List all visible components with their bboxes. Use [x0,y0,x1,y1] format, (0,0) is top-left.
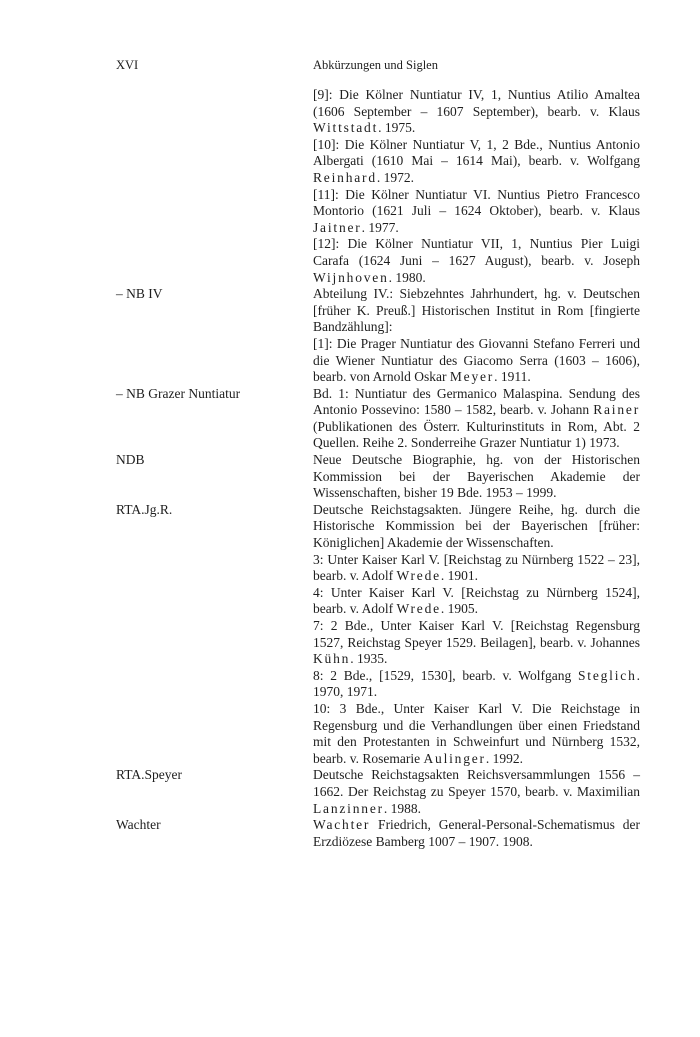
entry-paragraph [313,137,640,187]
entry-description [313,767,640,817]
entry-row [116,286,640,386]
entry-paragraph [313,87,640,137]
entry-paragraph [313,585,640,618]
text-segment: . 1980. [388,269,426,285]
entry-paragraph [313,286,640,336]
author-name: Reinhard [313,169,377,185]
text-segment: 3: Unter Kaiser Karl V. [Reichstag zu Nürnberg 1522 – 23], bearb. v. Adolf [313,551,640,584]
entry-paragraph [313,767,640,817]
entry-row [116,502,640,768]
entry-paragraph [313,236,640,286]
entry-abbreviation: – NB IV [116,286,163,302]
entry-abbreviation: Wachter [116,817,161,833]
text-segment: 10: 3 Bde., Unter Kaiser Karl V. Die Reichstage in Regensburg und die Verhandlungen über einen Friedstand mit den Protestanten in Schweinfurt und Nürnberg 1532, bearb. v. Rosemarie [313,700,640,766]
entry-paragraph [313,817,640,850]
author-name: Kühn [313,651,351,667]
entry-paragraph [313,502,640,552]
entry-description [313,502,640,768]
text-segment: [9]: Die Kölner Nuntiatur IV, 1, Nuntius Atilio Amaltea (1606 September – 1607 September), bearb. v. Klaus [313,87,640,119]
author-name: Rainer [593,402,640,418]
entry-description [313,386,640,452]
entry-paragraph [313,552,640,585]
author-name: Wrede [396,601,441,617]
author-name: Steglich [577,667,637,683]
author-name: Wachter [313,817,371,833]
entry-row [116,386,640,452]
text-segment: . 1975. [378,120,416,136]
entry-paragraph [313,452,640,502]
text-segment: 7: 2 Bde., Unter Kaiser Karl V. [Reichstag Regensburg 1527, Reichstag Speyer 1529. Beilagen], bearb. v. Johannes [313,618,640,650]
entry-description [313,817,640,850]
entry-paragraph [313,336,640,386]
entry-abbreviation: RTA.Speyer [116,767,182,783]
text-segment: . 1988. [383,800,422,816]
entry-paragraph [313,187,640,237]
abbreviation-list [116,87,640,850]
author-name: Wittstadt [313,120,379,136]
text-segment: Bd. 1: Nuntiatur des Germanico Malaspina. Sendung des Antonio Possevino: 1580 – 1582, bearb. v. Johann [313,385,640,418]
text-segment: [11]: Die Kölner Nuntiatur VI. Nuntius Pietro Francesco Montorio (1621 Juli – 1624 Oktober), bearb. v. Klaus [313,186,640,219]
entry-abbreviation: – NB Grazer Nuntiatur [116,385,241,401]
entry-paragraph [313,386,640,452]
author-name: Jaitner [313,219,362,235]
text-segment: . 1935. [350,651,388,667]
text-segment: Deutsche Reichstagsakten. Jüngere Reihe, hg. durch die Historische Kommission bei der Bayerischen [früher: Königlichen] Akademie der Wissenschaften. [313,501,640,551]
entry-paragraph [313,618,640,668]
author-name: Lanzinner [313,800,384,816]
text-segment: Friedrich, General-Personal-Schematismus der Erzdiözese Bamberg 1007 – 1907. 1908. [313,817,640,849]
text-segment: . 1970, 1971. [313,667,640,700]
entry-paragraph [313,701,640,767]
author-name: Wrede [396,568,441,584]
text-segment: . 1972. [376,169,415,185]
text-segment: [10]: Die Kölner Nuntiatur V, 1, 2 Bde., Nuntius Antonio Albergati (1610 Mai – 1614 Mai), bearb. v. Wolfgang [313,136,640,169]
author-name: Aulinger [423,750,486,766]
text-segment: . 1977. [361,219,399,235]
text-segment: . 1905. [440,601,479,617]
entry-description [313,87,640,286]
entry-row [116,767,640,817]
text-segment: . 1992. [485,750,523,766]
text-segment: . 1911. [494,369,531,385]
entry-abbreviation: NDB [116,452,145,468]
page-number: XVI [116,58,139,72]
text-segment: . 1901. [440,568,479,584]
text-segment: (Publikationen des Österr. Kulturinstituts in Rom, Abt. 2 Quellen. Reihe 2. Sonderreihe Grazer Nuntiatur 1) 1973. [313,418,640,451]
entry-description [313,452,640,502]
entry-row [116,817,640,850]
entry-description [313,286,640,386]
text-segment: 8: 2 Bde., [1529, 1530], bearb. v. Wolfgang [313,667,578,683]
text-segment: 4: Unter Kaiser Karl V. [Reichstag zu Nürnberg 1524], bearb. v. Adolf [313,584,640,617]
author-name: Wijnhoven [313,269,389,285]
entry-abbreviation: RTA.Jg.R. [116,501,173,517]
entry-abbreviation [116,87,313,286]
text-segment: Deutsche Reichstagsakten Reichsversammlungen 1556 – 1662. Der Reichstag zu Speyer 1570, bearb. v. Maximilian [313,767,640,799]
running-head: Abkürzungen und Siglen [313,58,438,72]
author-name: Meyer [449,369,495,385]
entry-row [116,452,640,502]
entry-paragraph [313,668,640,701]
text-segment: Neue Deutsche Biographie, hg. von der Historischen Kommission bei der Bayerischen Akademie der Wissenschaften, bisher 19 Bde. 1953 – 1999. [313,452,640,501]
text-segment: [12]: Die Kölner Nuntiatur VII, 1, Nuntius Pier Luigi Carafa (1624 Juni – 1627 August), bearb. v. Joseph [313,236,640,268]
text-segment: Abteilung IV.: Siebzehntes Jahrhundert, hg. v. Deutschen [früher K. Preuß.] Historischen Institut in Rom [fingierte Bandzählung]: [313,286,640,335]
entry-row [116,87,640,286]
text-segment: [1]: Die Prager Nuntiatur des Giovanni Stefano Ferreri und die Wiener Nuntiatur des Giacomo Serra (1603 – 1606), bearb. von Arnold Oskar [313,335,640,385]
